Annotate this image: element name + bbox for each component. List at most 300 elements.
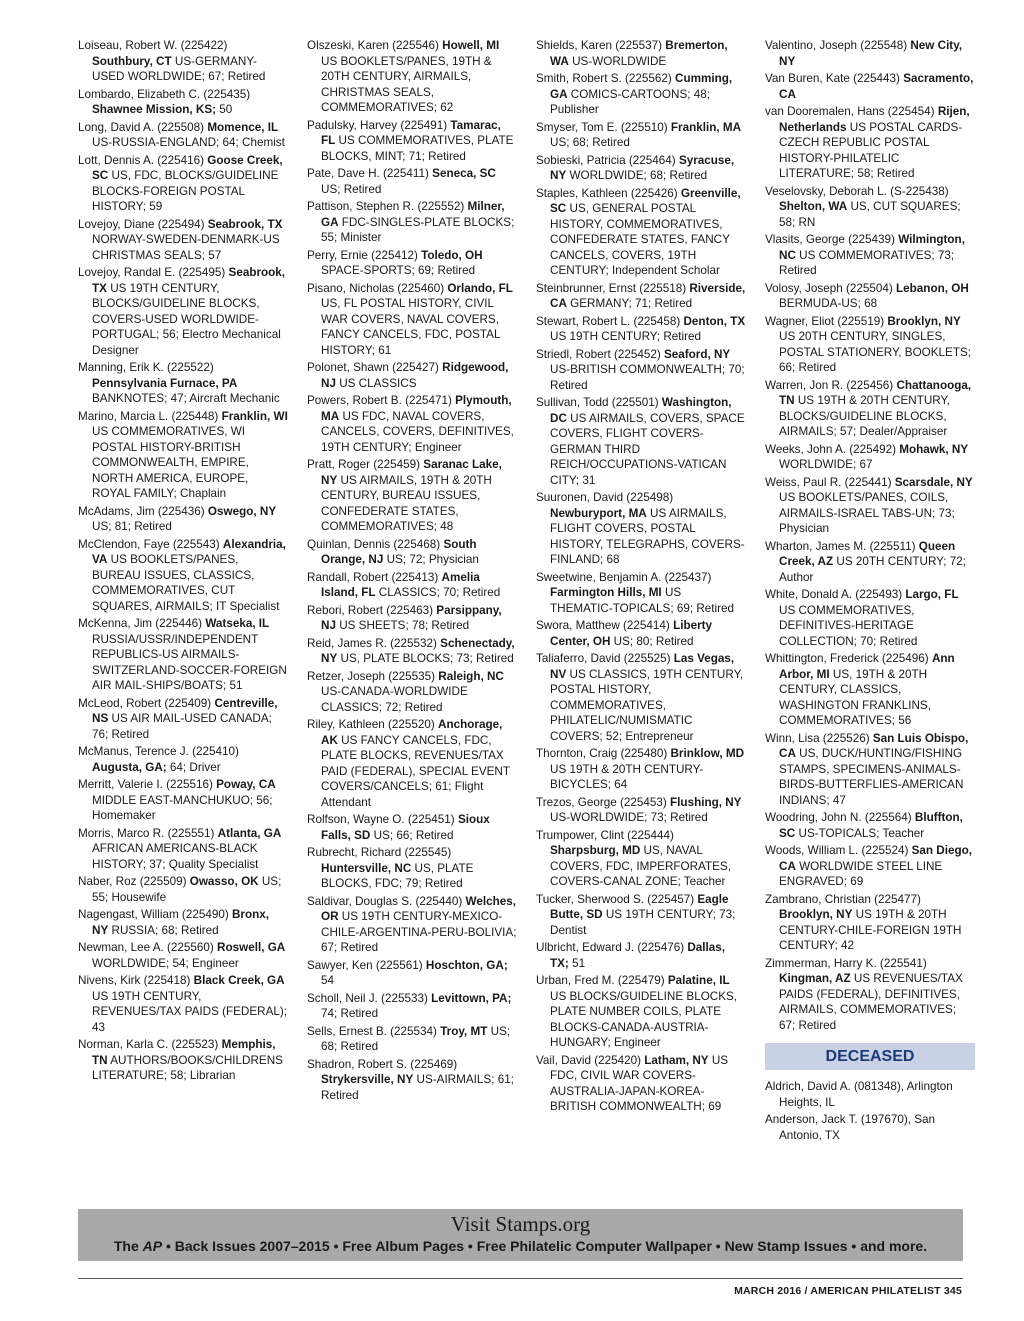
member-entry (536, 1053, 746, 1115)
member-entry (536, 795, 746, 826)
member-interests: GERMANY; 71; Retired (570, 297, 693, 310)
member-interests: US; 55; Housewife (92, 875, 282, 904)
member-location: Syracuse, NY (550, 153, 735, 182)
member-entry (307, 118, 517, 165)
member-name: Steinbrunner, Ernst (225518) (536, 281, 687, 295)
member-name: Pisano, Nicholas (225460) (307, 281, 445, 295)
member-location: Denton, TX (683, 314, 746, 328)
member-location: Strykersville, NY (321, 1073, 414, 1086)
member-name: McClendon, Faye (225543) (78, 537, 220, 551)
member-location: Palatine, IL (667, 974, 730, 987)
member-location: Queen Creek, AZ (779, 539, 956, 568)
promo-banner[interactable] (78, 1209, 963, 1261)
member-name: Naber, Roz (225509) (78, 875, 187, 888)
member-location: Welches, OR (321, 894, 516, 923)
member-name: Rubrecht, Richard (225545) (307, 846, 452, 859)
member-entry (307, 669, 517, 716)
member-name: Swora, Matthew (225414) (536, 619, 670, 632)
member-location: Alexandria, VA (92, 537, 286, 566)
member-name: Loiseau, Robert W. (225422) (78, 39, 228, 52)
member-name: Norman, Karla C. (225523) (78, 1038, 219, 1051)
member-interests: 51 (572, 956, 586, 970)
member-entry (307, 457, 517, 535)
member-location: Bronx, NY (92, 908, 269, 937)
footer-rule (78, 1278, 963, 1279)
member-listing (78, 38, 974, 1198)
member-entry (765, 184, 975, 231)
member-entry (78, 826, 288, 873)
member-name: Zimmerman, Harry K. (225541) (765, 956, 927, 970)
member-interests: WORLDWIDE STEEL LINE ENGRAVED; 69 (779, 859, 943, 888)
member-name: Striedl, Robert (225452) (536, 347, 661, 361)
member-interests: US, NAVAL COVERS, FDC, IMPERFORATES, COVERS-CANAL ZONE; Teacher (550, 844, 731, 888)
member-interests: US-TOPICALS; Teacher (798, 826, 925, 840)
member-entry (78, 616, 288, 694)
member-name: Merritt, Valerie I. (225516) (78, 778, 213, 791)
member-interests: US CLASSICS, 19TH CENTURY, POSTAL HISTORY, COMMEMORATIVES, PHILATELIC/NUMISMATIC COVERS; 52; Entrepreneur (550, 667, 744, 743)
member-name: Shields, Karen (225537) (536, 39, 663, 52)
member-interests: US COMMEMORATIVES, WI POSTAL HISTORY-BRITISH COMMONWEALTH, EMPIRE, NORTH AMERICA, EUROPE, ROYAL FAMILY; Chaplain (92, 425, 249, 500)
member-interests: US AIRMAILS, FLIGHT COVERS, POSTAL HISTORY, TELEGRAPHS, COVERS-FINLAND; 68 (550, 506, 745, 566)
member-name: Whittington, Frederick (225496) (765, 652, 929, 665)
member-entry (765, 314, 975, 376)
member-interests: US, FDC, BLOCKS/GUIDELINE BLOCKS-FOREIGN POSTAL HISTORY; 59 (92, 169, 279, 213)
member-location: Kingman, AZ (779, 972, 851, 985)
member-location: Augusta, GA; (92, 760, 167, 774)
member-entry (307, 717, 517, 810)
member-interests: US, DUCK/HUNTING/FISHING STAMPS, SPECIMENS-ANIMALS-BIRDS-BUTTERFLIES-AMERICAN INDIANS; 47 (779, 747, 964, 807)
member-location: Newburyport, MA (550, 506, 647, 520)
member-location: Poway, CA (216, 778, 276, 791)
member-interests: US BOOKLETS/PANES, 19TH & 20TH CENTURY, AIRMAILS, CHRISTMAS SEALS, COMMEMORATIVES; 62 (321, 54, 492, 114)
member-name: Lombardo, Elizabeth C. (225435) (78, 87, 251, 101)
member-location: Shelton, WA (779, 200, 848, 213)
banner-title: Visit Stamps.org (450, 1212, 591, 1236)
deceased-list (765, 1079, 975, 1143)
member-interests: 54 (321, 974, 335, 987)
member-location: Chattanooga, TN (779, 378, 972, 407)
member-name: Sweetwine, Benjamin A. (225437) (536, 570, 712, 584)
member-entry (307, 281, 517, 359)
member-entry (78, 504, 288, 535)
member-interests: US FANCY CANCELS, FDC, PLATE BLOCKS, REVENUES/TAX PAID (FEDERAL), SPECIAL EVENT COVERS/CANCELS; 61; Flight Attendant (321, 733, 510, 809)
member-name: Pratt, Roger (225459) (307, 458, 421, 471)
member-location: Seneca, SC (432, 167, 496, 180)
member-entry (765, 810, 975, 841)
member-interests: 74; Retired (321, 1007, 379, 1020)
member-entry (536, 347, 746, 394)
member-location: Largo, FL (905, 588, 959, 601)
member-interests: AFRICAN AMERICANS-BLACK HISTORY; 37; Quality Specialist (92, 842, 259, 871)
member-name: Van Buren, Kate (225443) (765, 72, 900, 85)
member-entry (78, 120, 288, 151)
member-name: Manning, Erik K. (225522) (78, 361, 214, 374)
member-interests: US CLASSICS (339, 376, 417, 390)
member-interests: RUSSIA; 68; Retired (111, 923, 219, 937)
member-name: Staples, Kathleen (225426) (536, 186, 678, 200)
member-entry (765, 378, 975, 440)
member-interests: NORWAY-SWEDEN-DENMARK-US CHRISTMAS SEALS; 57 (92, 233, 280, 262)
member-name: Riley, Kathleen (225520) (307, 718, 435, 731)
member-name: Veselovsky, Deborah L. (S-225438) (765, 184, 949, 198)
member-name: Vlasits, George (225439) (765, 233, 895, 246)
member-entry (765, 281, 975, 312)
member-entry (536, 746, 746, 793)
member-interests: US 19TH & 20TH CENTURY, BLOCKS/GUIDELINE BLOCKS, AIRMAILS; 57; Dealer/Appraiser (779, 394, 951, 438)
deceased-entry: Anderson, Jack T. (197670), San Antonio, TX (765, 1113, 936, 1142)
member-entry (536, 570, 746, 617)
member-name: Morris, Marco R. (225551) (78, 826, 215, 840)
member-interests: US 19TH & 20TH CENTURY-CHILE-FOREIGN 19TH CENTURY; 42 (779, 908, 962, 952)
member-interests: WORLDWIDE; 68; Retired (569, 169, 708, 182)
column-1 (78, 38, 288, 1086)
member-name: Newman, Lee A. (225560) (78, 941, 214, 954)
member-location: Rijen, Netherlands (779, 105, 970, 134)
member-entry (307, 166, 517, 197)
member-entry (536, 618, 746, 649)
member-entry (307, 991, 517, 1022)
member-entry (78, 409, 288, 502)
member-entry (307, 38, 517, 116)
member-interests: US BOOKLETS/PANES, COILS, AIRMAILS-ISRAEL TABS-UN; 73; Physician (779, 491, 955, 535)
member-entry (307, 1057, 517, 1104)
member-location: Liberty Center, OH (550, 619, 713, 648)
member-interests: US, 19TH & 20TH CENTURY, CLASSICS, WASHINGTON FRANKLINS, COMMEMORATIVES; 56 (779, 667, 931, 727)
member-interests: US 19TH CENTURY, REVENUES/TAX PAIDS (FEDERAL); 43 (92, 989, 288, 1034)
member-location: Ann Arbor, MI (779, 652, 955, 681)
member-location: Hoschton, GA; (425, 958, 508, 972)
member-name: Reid, James R. (225532) (307, 636, 437, 650)
member-interests: US FDC, NAVAL COVERS, CANCELS, COVERS, DEFINITIVES, 19TH CENTURY; Engineer (321, 409, 514, 454)
member-name: Marino, Marcia L. (225448) (78, 409, 219, 423)
member-location: Saranac Lake, NY (321, 458, 502, 487)
member-name: Taliaferro, David (225525) (536, 652, 671, 665)
member-interests: US; 68; Retired (550, 136, 630, 149)
member-location: Shawnee Mission, KS; (92, 103, 217, 116)
member-name: Trumpower, Clint (225444) (536, 828, 674, 842)
member-entry (307, 537, 517, 568)
member-entry (78, 874, 288, 905)
member-location: Memphis, TN (92, 1038, 276, 1067)
member-interests: US 19TH CENTURY, BLOCKS/GUIDELINE BLOCKS, COVERS-USED WORLDWIDE-PORTUGAL; 56; Electro Mechanical Designer (92, 281, 281, 357)
member-entry (307, 248, 517, 279)
member-location: Cumming, GA (550, 72, 733, 101)
member-name: Weeks, John A. (225492) (765, 442, 897, 456)
member-location: Brooklyn, NY (887, 314, 961, 328)
member-interests: US 20TH CENTURY, SINGLES, POSTAL STATIONERY, BOOKLETS; 66; Retired (779, 330, 972, 374)
member-name: Lovejoy, Diane (225494) (78, 217, 205, 231)
member-entry (307, 958, 517, 989)
member-location: Franklin, WI (221, 409, 288, 423)
member-entry (536, 281, 746, 312)
member-entry (307, 360, 517, 391)
member-interests: US SHEETS; 78; Retired (339, 619, 470, 632)
member-location: Raleigh, NC (438, 669, 504, 683)
deceased-heading: DECEASED (765, 1043, 975, 1070)
member-entry (536, 395, 746, 488)
member-interests: US; 66; Retired (373, 828, 454, 842)
member-interests: US POSTAL CARDS-CZECH REPUBLIC POSTAL HISTORY-PHILATELIC LITERATURE; 58; Retired (779, 120, 963, 180)
member-name: Randall, Robert (225413) (307, 570, 439, 584)
member-name: Weiss, Paul R. (225441) (765, 475, 892, 489)
member-entry (765, 956, 975, 1034)
member-name: Sobieski, Patricia (225464) (536, 153, 676, 167)
member-location: Levittown, PA; (431, 991, 512, 1005)
member-interests: US; 72; Physician (386, 553, 479, 566)
member-interests: BERMUDA-US; 68 (779, 297, 878, 310)
member-entry (307, 812, 517, 843)
member-interests: US COMMEMORATIVES, DEFINITIVES-HERITAGE COLLECTION; 70; Retired (779, 603, 918, 648)
member-interests: BANKNOTES; 47; Aircraft Mechanic (92, 392, 280, 405)
member-interests: US COMMEMORATIVES; 73; Retired (779, 248, 955, 277)
member-interests: WORLDWIDE; 54; Engineer (92, 956, 239, 970)
member-location: Las Vegas, NV (550, 652, 735, 681)
member-name: McLeod, Robert (225409) (78, 696, 212, 710)
member-name: McManus, Terence J. (225410) (78, 745, 239, 758)
member-entry (536, 120, 746, 151)
member-location: Pennsylvania Furnace, PA (92, 376, 238, 390)
member-location: Orlando, FL (447, 281, 513, 295)
member-name: McKenna, Jim (225446) (78, 617, 203, 630)
member-interests: CLASSICS; 70; Retired (378, 586, 501, 599)
member-name: Nivens, Kirk (225418) (78, 974, 191, 987)
member-entry (536, 651, 746, 744)
member-name: Perry, Ernie (225412) (307, 248, 418, 262)
member-entry (307, 199, 517, 246)
member-location: Amelia Island, FL (321, 570, 480, 599)
member-interests: COMICS-CARTOONS; 48; Publisher (550, 87, 710, 116)
member-name: Vail, David (225420) (536, 1053, 642, 1067)
member-entry (78, 537, 288, 615)
member-location: Huntersville, NC (321, 861, 412, 875)
member-location: Oswego, NY (207, 504, 277, 518)
member-name: Thornton, Craig (225480) (536, 747, 668, 760)
member-interests: US; Retired (321, 182, 382, 196)
member-entry (78, 265, 288, 358)
member-location: Goose Creek, SC (92, 153, 283, 182)
member-interests: US-WORLDWIDE (572, 54, 667, 68)
member-interests: US; 81; Retired (92, 520, 172, 533)
member-entry (536, 186, 746, 279)
member-interests: FDC-SINGLES-PLATE BLOCKS; 55; Minister (321, 215, 515, 244)
member-name: Smith, Robert S. (225562) (536, 72, 672, 85)
member-interests: MIDDLE EAST-MANCHUKUO; 56; Homemaker (92, 793, 273, 822)
member-location: Dallas, TX; (550, 941, 726, 970)
member-location: Eagle Butte, SD (550, 892, 729, 921)
member-location: Ridgewood, NJ (321, 361, 509, 390)
member-location: Centreville, NS (92, 696, 278, 725)
member-entry (765, 104, 975, 182)
member-interests: US-AIRMAILS; 61; Retired (321, 1073, 514, 1102)
member-location: Scarsdale, NY (894, 475, 973, 489)
member-name: Rebori, Robert (225463) (307, 603, 434, 617)
member-entry (765, 442, 975, 473)
member-interests: US, PLATE BLOCKS, FDC; 79; Retired (321, 861, 474, 890)
member-name: Retzer, Joseph (225535) (307, 669, 435, 683)
member-entry (78, 87, 288, 118)
member-location: Farmington Hills, MI (550, 586, 662, 599)
member-entry (536, 973, 746, 1051)
member-entry (307, 393, 517, 455)
member-location: Howell, MI (442, 39, 500, 52)
deceased-entry: Aldrich, David A. (081348), Arlington Heights, IL (765, 1080, 953, 1109)
member-entry (78, 744, 288, 775)
member-location: Sacramento, CA (779, 72, 974, 101)
column-4 (765, 38, 975, 1145)
member-entry (78, 360, 288, 407)
member-interests: US 20TH CENTURY; 72; Author (779, 555, 966, 584)
member-entry (307, 1024, 517, 1055)
member-name: Lott, Dennis A. (225416) (78, 153, 205, 167)
member-name: Sullivan, Todd (225501) (536, 396, 659, 409)
member-interests: US BLOCKS/GUIDELINE BLOCKS, PLATE NUMBER COILS, PLATE BLOCKS-CANADA-AUSTRIA-HUNGARY; Engineer (550, 989, 738, 1049)
member-location: Momence, IL (207, 120, 279, 134)
member-location: Sharpsburg, MD (550, 844, 641, 857)
member-name: Quinlan, Dennis (225468) (307, 537, 441, 551)
member-name: Urban, Fred M. (225479) (536, 974, 665, 987)
member-entry (536, 314, 746, 345)
member-entry (536, 490, 746, 568)
member-name: Saldivar, Douglas S. (225440) (307, 894, 463, 908)
member-location: Riverside, CA (550, 281, 746, 310)
member-interests: 50 (219, 103, 233, 116)
member-entry (78, 1037, 288, 1084)
member-interests: US; 80; Retired (613, 634, 694, 648)
member-interests: US AIR MAIL-USED CANADA; 76; Retired (92, 712, 272, 741)
member-name: McAdams, Jim (225436) (78, 504, 205, 518)
member-interests: US-WORLDWIDE; 73; Retired (550, 811, 708, 824)
member-name: Winn, Lisa (225526) (765, 731, 870, 745)
member-name: Nagengast, William (225490) (78, 908, 229, 921)
member-location: Washington, DC (550, 396, 732, 425)
member-entry (536, 940, 746, 971)
member-interests: US THEMATIC-TOPICALS; 69; Retired (550, 586, 735, 615)
member-name: Olszeski, Karen (225546) (307, 39, 439, 52)
member-name: Tucker, Sherwood S. (225457) (536, 892, 695, 906)
member-interests: US 19TH CENTURY; 73; Dentist (550, 908, 736, 937)
member-name: Wharton, James M. (225511) (765, 539, 916, 553)
member-entry (536, 71, 746, 118)
member-location: Sioux Falls, SD (321, 813, 490, 842)
banner-subtitle: The AP • Back Issues 2007–2015 • Free Album Pages • Free Philatelic Computer Wallpaper • New Stamp Issues • and more. (113, 1238, 928, 1254)
member-location: Schenectady, NY (321, 636, 515, 665)
member-name: Polonet, Shawn (225427) (307, 361, 439, 374)
member-location: Parsippany, NJ (321, 603, 502, 632)
member-location: San Diego, CA (779, 844, 972, 873)
member-entry (78, 973, 288, 1035)
member-entry (78, 153, 288, 215)
member-entry (765, 38, 975, 69)
member-interests: US FDC, CIVIL WAR COVERS-AUSTRALIA-JAPAN-KOREA-BRITISH COMMONWEALTH; 69 (550, 1053, 729, 1113)
member-entry (78, 907, 288, 938)
member-location: San Luis Obispo, CA (779, 731, 969, 760)
member-entry (536, 828, 746, 890)
member-entry (78, 940, 288, 971)
member-name: Pattison, Stephen R. (225552) (307, 200, 465, 213)
column-4-entries (765, 38, 975, 1033)
member-name: Rolfson, Wayne O. (225451) (307, 813, 455, 826)
member-location: Mohawk, NY (899, 442, 969, 456)
member-location: Watseka, IL (205, 617, 270, 630)
member-interests: US-CANADA-WORLDWIDE CLASSICS; 72; Retired (321, 685, 468, 714)
member-interests: US, GENERAL POSTAL HISTORY, COMMEMORATIVES, CONFEDERATE STATES, FANCY CANCELS, COVERS, 19TH CENTURY; Independent Scholar (550, 202, 730, 277)
member-location: Southbury, CT (92, 54, 172, 68)
member-location: Plymouth, MA (321, 394, 512, 423)
member-location: Tamarac, FL (321, 118, 501, 147)
member-location: New City, NY (779, 39, 963, 68)
member-interests: US-BRITISH COMMONWEALTH; 70; Retired (550, 363, 745, 392)
column-2 (307, 38, 517, 1105)
member-location: Atlanta, GA (217, 826, 282, 840)
member-entry (765, 71, 975, 102)
member-location: Black Creek, GA (193, 974, 285, 987)
column-3 (536, 38, 746, 1117)
member-location: Seabrook, TX (92, 266, 286, 295)
member-name: Volosy, Joseph (225504) (765, 281, 893, 295)
member-location: Anchorage, AK (321, 718, 503, 747)
member-entry (307, 636, 517, 667)
member-name: Pate, Dave H. (225411) (307, 167, 429, 180)
member-name: Smyser, Tom E. (225510) (536, 120, 668, 134)
member-location: Bluffton, SC (779, 811, 963, 840)
member-name: Long, David A. (225508) (78, 120, 205, 134)
member-interests: US AIRMAILS, COVERS, SPACE COVERS, FLIGHT COVERS-GERMAN THIRD REICH/OCCUPATIONS-VATICAN CITY; 31 (550, 411, 745, 487)
member-interests: US COMMEMORATIVES, PLATE BLOCKS, MINT; 71; Retired (321, 134, 514, 163)
member-location: Troy, MT (440, 1024, 488, 1038)
member-name: Woodring, John N. (225564) (765, 811, 912, 824)
member-entry (307, 570, 517, 601)
member-name: Trezos, George (225453) (536, 795, 667, 809)
member-location: Seaford, NY (663, 347, 731, 361)
member-entry (78, 777, 288, 824)
member-entry (536, 38, 746, 69)
member-location: Latham, NY (644, 1053, 709, 1067)
member-entry (765, 843, 975, 890)
member-entry (765, 475, 975, 537)
member-location: South Orange, NJ (321, 537, 477, 566)
member-entry (307, 845, 517, 892)
member-interests: RUSSIA/USSR/INDEPENDENT REPUBLICS-US AIRMAILS-SWITZERLAND-SOCCER-FOREIGN AIR MAIL-SHIPS/BOATS; 51 (92, 632, 287, 692)
member-name: Wagner, Eliot (225519) (765, 314, 885, 328)
member-interests: US, FL POSTAL HISTORY, CIVIL WAR COVERS, NAVAL COVERS, FANCY CANCELS, FDC, POSTAL HISTORY; 61 (321, 297, 501, 357)
member-interests: WORLDWIDE; 67 (779, 458, 873, 471)
member-entry (765, 651, 975, 729)
member-interests: US; 68; Retired (321, 1024, 511, 1053)
member-entry (78, 696, 288, 743)
member-name: Woods, William L. (225524) (765, 844, 909, 857)
member-interests: US BOOKLETS/PANES, BUREAU ISSUES, CLASSICS, COMMEMORATIVES, CUT SQUARES, AIRMAILS; IT Specialist (92, 553, 280, 613)
member-location: Roswell, GA (217, 941, 286, 954)
member-entry (536, 153, 746, 184)
member-entry (536, 892, 746, 939)
member-name: Sells, Ernest B. (225534) (307, 1024, 437, 1038)
member-interests: US 19TH CENTURY-MEXICO-CHILE-ARGENTINA-PERU-BOLIVIA; 67; Retired (321, 910, 517, 954)
member-location: Brooklyn, NY (779, 908, 853, 921)
member-name: Zambrano, Christian (225477) (765, 892, 921, 906)
member-interests: US 19TH & 20TH CENTURY-BICYCLES; 64 (550, 762, 704, 791)
member-location: Brinklow, MD (670, 747, 745, 760)
member-location: Greenville, SC (550, 186, 741, 215)
member-interests: SPACE-SPORTS; 69; Retired (321, 264, 476, 277)
member-name: Shadron, Robert S. (225469) (307, 1057, 458, 1071)
member-location: Lebanon, OH (896, 281, 969, 295)
member-name: Lovejoy, Randal E. (225495) (78, 266, 226, 279)
member-entry (765, 892, 975, 954)
member-interests: US REVENUES/TAX PAIDS (FEDERAL), DEFINITIVES, AIRMAILS, COMMEMORATIVES; 67; Retired (779, 972, 963, 1032)
member-entry (307, 894, 517, 956)
member-name: Sawyer, Ken (225561) (307, 958, 423, 972)
member-name: Valentino, Joseph (225548) (765, 39, 908, 52)
